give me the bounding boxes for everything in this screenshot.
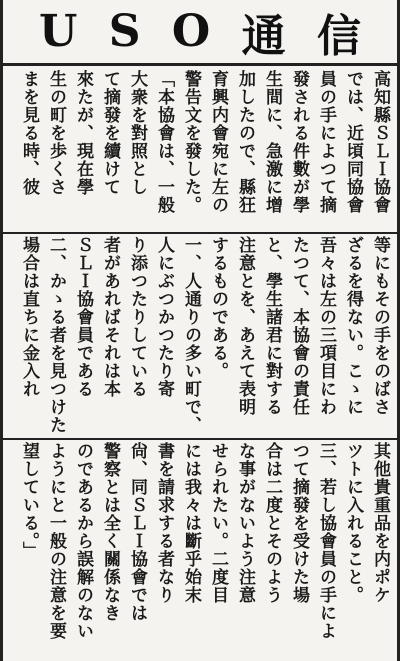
text-column: と、學生諸君に對する [262, 236, 282, 416]
text-column: つて摘發を受けた場 [289, 442, 309, 604]
text-column: 一、人通りの多い町で、 [181, 236, 201, 434]
text-column: ＳＬＩ協會員である [73, 236, 93, 398]
text-column: 者があればそれは本 [100, 236, 120, 398]
text-column: 發される件數が學 [289, 70, 309, 214]
masthead-char: U [39, 6, 78, 57]
text-column: たつて、本協會の責任 [289, 236, 309, 416]
text-column: 大衆を對照とし [127, 70, 147, 196]
masthead-char: 信 [316, 10, 361, 62]
text-column: には我々は斷乎始末 [181, 442, 201, 604]
text-column: 加したので、縣狂 [235, 70, 255, 214]
text-column: のであるから誤解のない [73, 442, 93, 640]
masthead-char: S [108, 6, 141, 57]
text-column: 育興内會宛に左の [208, 70, 228, 214]
text-column: するものである。 [208, 236, 228, 380]
text-column: 「本協會は、一般 [154, 70, 174, 214]
text-column: り添つたりしている [127, 236, 147, 398]
text-column: 望している。」 [19, 442, 39, 560]
masthead-char: 通 [241, 10, 286, 62]
article-tier-3 [3, 442, 397, 658]
text-column: な事がないよう注意 [235, 442, 255, 604]
masthead [3, 0, 397, 66]
text-column: 生間に、急激に增 [262, 70, 282, 214]
article-tier-1 [3, 70, 397, 230]
text-column: 人にぶつかつたり寄 [154, 236, 174, 398]
text-column: ざるを得ない。こゝに [343, 236, 363, 416]
text-column: 高知縣ＳＬＩ協會 [370, 70, 390, 214]
text-column: 警告文を發した。 [181, 70, 201, 214]
text-column: 生の町を歩くさ [46, 70, 66, 196]
text-column: まを見る時、彼 [19, 70, 39, 196]
text-column: 警察とは全く關係なき [100, 442, 120, 622]
text-column: ようにと一般の注意を要 [46, 442, 66, 640]
text-column: 員の手によつて摘 [316, 70, 336, 214]
text-column: 尙、同ＳＬＩ協會では [127, 442, 147, 622]
text-column: 來たが、現在學 [73, 70, 93, 196]
article-tier-2 [3, 236, 397, 436]
text-column: 場合は直ちに金入れ [19, 236, 39, 398]
text-column: 吾々は左の三項目にわ [316, 236, 336, 416]
text-column: て摘發を續けて [100, 70, 120, 196]
masthead-char: O [171, 6, 211, 57]
tier-divider [3, 232, 397, 234]
text-column: 合は二度とそのよう [262, 442, 282, 604]
text-column: 書を請求する者なり [154, 442, 174, 604]
text-column: 二、かゝる者を見つけた [46, 236, 66, 434]
text-column: 等にもその手をのばさ [370, 236, 390, 416]
text-column: 其他貴重品を内ポケ [370, 442, 390, 604]
text-column: では、近頃同協會 [343, 70, 363, 214]
text-column: せられたい。二度目 [208, 442, 228, 604]
text-column: 三、若し協會員の手によ [316, 442, 336, 640]
text-column: ツトに入れること。 [343, 442, 363, 604]
text-column: 注意とを、あえて表明 [235, 236, 255, 416]
tier-divider [3, 438, 397, 440]
